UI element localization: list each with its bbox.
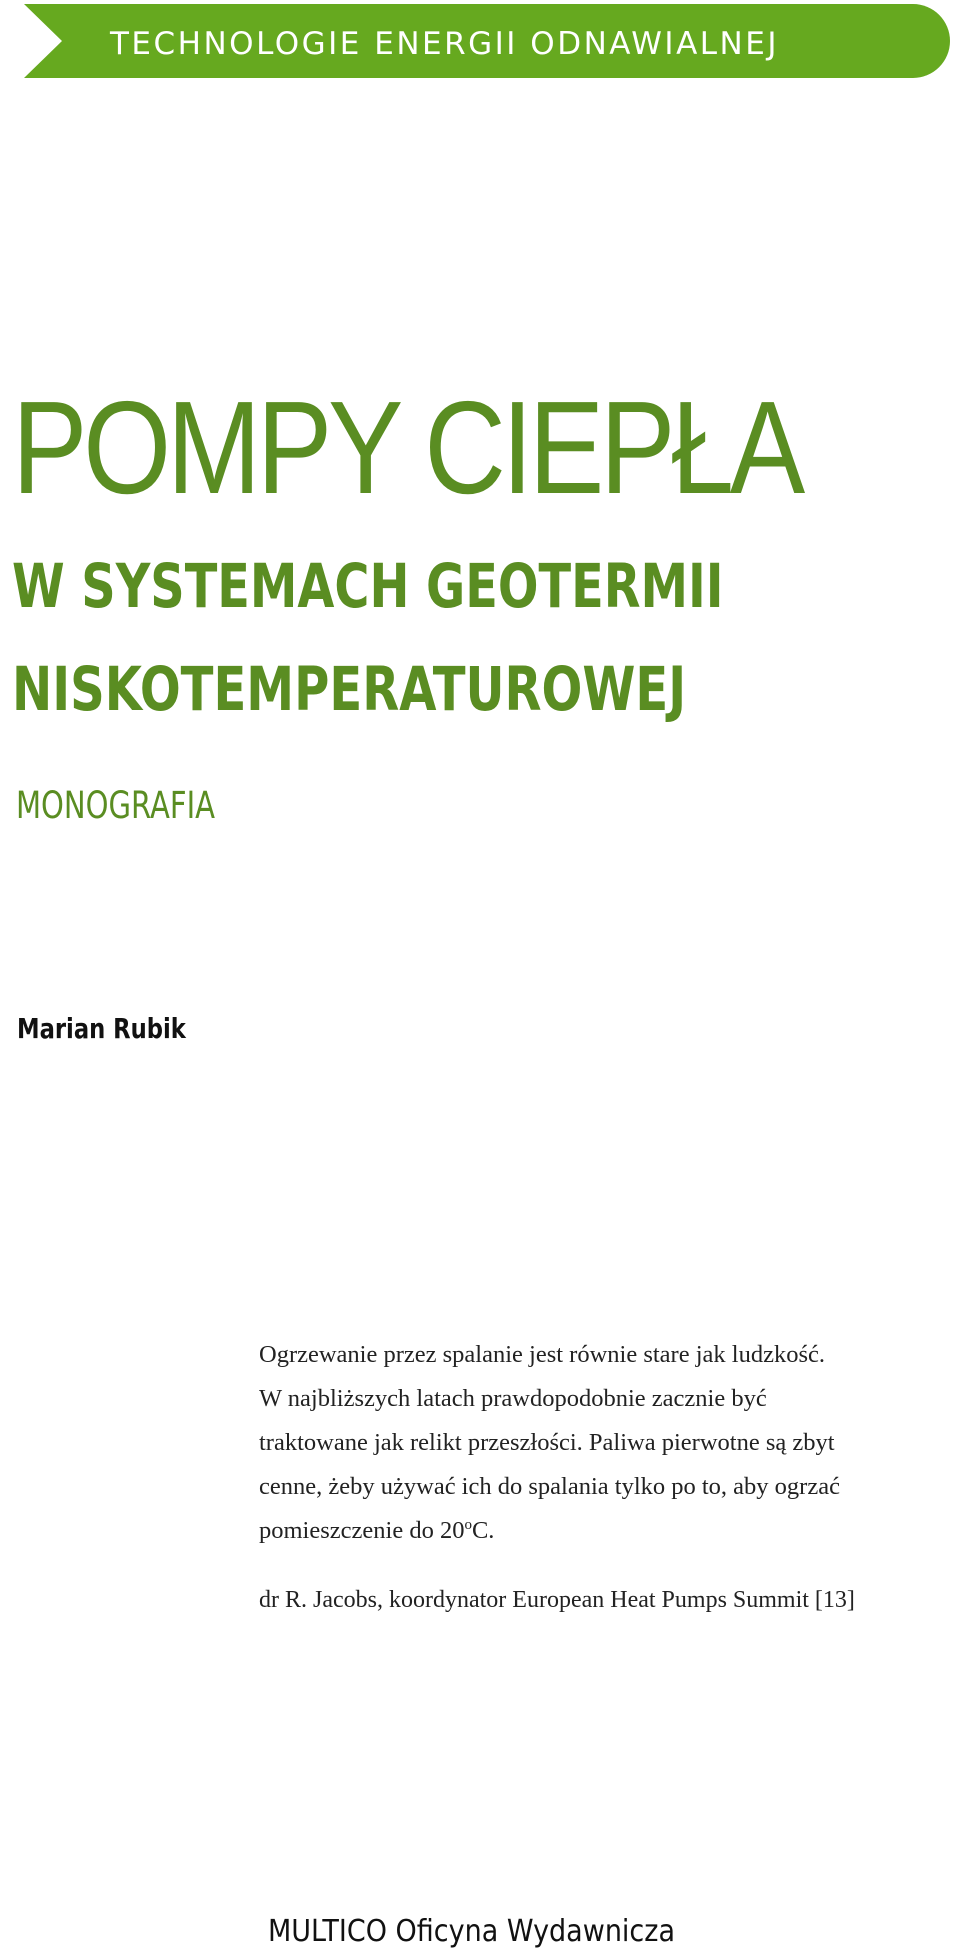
book-title: POMPY CIEPŁA <box>12 374 801 521</box>
quote-line-last <box>259 1509 959 1553</box>
book-subtitle-line-1: W SYSTEMACH GEOTERMII <box>12 551 724 622</box>
quote-line: cenne, żeby używać ich do spalania tylko po to, aby ogrzać <box>259 1473 840 1500</box>
quote-attribution: dr R. Jacobs, koordynator European Heat Pumps Summit [13] <box>259 1587 855 1613</box>
series-title: TECHNOLOGIE ENERGII ODNAWIALNEJ <box>110 26 779 62</box>
degree-sign: o <box>464 1516 472 1533</box>
author-name: Marian Rubik <box>17 1012 186 1045</box>
quote-text-end: C. <box>471 1517 495 1544</box>
quote-line: W najbliższych latach prawdopodobnie zacznie być <box>259 1385 767 1412</box>
book-subtitle-line-2: NISKOTEMPERATUROWEJ <box>12 654 687 725</box>
publisher-name: MULTICO Oficyna Wydawnicza <box>268 1914 675 1949</box>
quote-line: traktowane jak relikt przeszłości. Paliwa pierwotne są zbyt <box>259 1429 835 1456</box>
epigraph-quote <box>259 1333 959 1553</box>
quote-text: pomieszczenie do 20 <box>259 1517 465 1544</box>
quote-line: Ogrzewanie przez spalanie jest równie stare jak ludzkość. <box>259 1341 825 1368</box>
genre-label: MONOGRAFIA <box>16 784 216 827</box>
